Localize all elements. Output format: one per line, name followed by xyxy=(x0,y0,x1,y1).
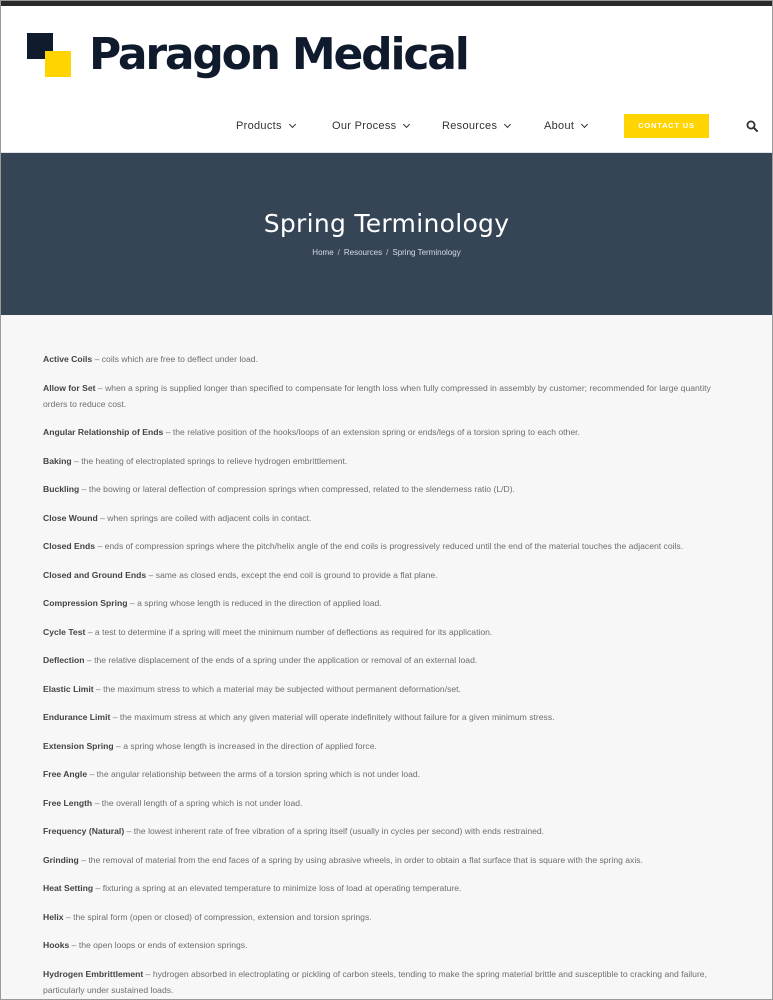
term-name: Deflection xyxy=(43,655,85,665)
term-item xyxy=(43,852,732,868)
term-item xyxy=(43,652,732,668)
logo-wordmark: Paragon Medical xyxy=(89,29,468,80)
term-item xyxy=(43,481,732,497)
breadcrumb-home-link[interactable]: Home xyxy=(312,248,334,257)
term-name: Close Wound xyxy=(43,512,98,523)
term-name: Hydrogen Embrittlement xyxy=(43,968,144,979)
term-name: Helix xyxy=(43,911,64,922)
term-name: Allow for Set xyxy=(43,382,96,393)
term-item xyxy=(43,966,732,998)
term-name: Active Coils xyxy=(43,354,93,364)
contact-us-button[interactable]: CONTACT US xyxy=(624,114,709,138)
nav-item-label: Our Process xyxy=(332,120,397,132)
term-definition: – the maximum stress to which a material may be subjected without permanent deformation/set. xyxy=(93,683,461,694)
term-definition: – the removal of material from the end faces of a spring by using abrasive wheels, in order to obtain a flat surface that is square with the spring axis. xyxy=(78,854,643,865)
nav-item-products[interactable] xyxy=(236,112,295,140)
term-definition: – the spiral form (open or closed) of compression, extension and torsion springs. xyxy=(63,911,372,922)
term-item xyxy=(43,624,732,640)
terms-list xyxy=(1,315,772,998)
term-definition: – the maximum stress at which any given material will operate indefinitely without failure for a given minimum stress. xyxy=(110,712,555,722)
chevron-down-icon xyxy=(289,121,296,128)
term-name: Hooks xyxy=(43,940,70,950)
term-item xyxy=(43,567,732,583)
term-definition: – hydrogen absorbed in electroplating or pickling of carbon steels, tending to make the spring material brittle and susceptible to cracking and failure, particularly under sustained loads. xyxy=(43,968,707,995)
term-item xyxy=(43,709,732,725)
term-definition: – the lowest inherent rate of free vibration of a spring itself (usually in cycles per second) with ends restrained. xyxy=(124,826,545,836)
term-item xyxy=(43,538,732,554)
term-name: Closed and Ground Ends xyxy=(43,569,147,580)
term-name: Cycle Test xyxy=(43,626,86,637)
term-definition: – the angular relationship between the arms of a torsion spring which is not under load. xyxy=(87,769,421,779)
term-item xyxy=(43,453,732,469)
term-definition: – same as closed ends, except the end coil is ground to provide a flat plane. xyxy=(146,569,438,580)
logo-mark-icon xyxy=(27,33,71,77)
nav-item-label: About xyxy=(544,120,575,132)
term-name: Extension Spring xyxy=(43,740,114,751)
breadcrumb-resources-link[interactable]: Resources xyxy=(343,248,383,257)
term-definition: – when a spring is supplied longer than specified to compensate for length loss when fully compressed in assembly by customer; recommended for large quantity orders to reduce cost. xyxy=(43,382,711,409)
term-item xyxy=(43,424,732,440)
term-definition: – the open loops or ends of extension springs. xyxy=(69,940,248,950)
term-definition: – ends of compression springs where the pitch/helix angle of the end coils is progressively reduced until the end of the material touches the adjacent coils. xyxy=(95,541,684,551)
term-name: Free Length xyxy=(43,797,93,808)
term-item xyxy=(43,937,732,953)
term-definition: – the overall length of a spring which is not under load. xyxy=(92,797,303,808)
term-definition: – the bowing or lateral deflection of compression springs when compressed, related to the slenderness ratio (L/D). xyxy=(79,484,515,494)
term-name: Frequency (Natural) xyxy=(43,826,125,836)
site-logo[interactable] xyxy=(27,29,468,80)
nav-item-about[interactable] xyxy=(544,112,587,140)
nav-item-our-process[interactable] xyxy=(332,112,409,140)
term-name: Baking xyxy=(43,455,72,466)
term-definition: – a test to determine if a spring will meet the minimum number of deflections as required for its application. xyxy=(85,626,493,637)
site-header xyxy=(1,6,772,153)
breadcrumb-current: Spring Terminology xyxy=(392,248,461,257)
term-definition: – coils which are free to deflect under load. xyxy=(92,354,258,364)
term-item xyxy=(43,909,732,925)
term-item xyxy=(43,880,732,896)
term-name: Free Angle xyxy=(43,769,88,779)
term-name: Elastic Limit xyxy=(43,683,94,694)
chevron-down-icon xyxy=(504,121,511,128)
term-name: Angular Relationship of Ends xyxy=(43,427,164,437)
term-item xyxy=(43,595,732,611)
term-name: Buckling xyxy=(43,484,80,494)
nav-item-label: Products xyxy=(236,120,282,132)
term-item xyxy=(43,738,732,754)
term-definition: – the relative displacement of the ends of a spring under the application or removal of an external load. xyxy=(84,655,478,665)
term-definition: – the heating of electroplated springs to relieve hydrogen embrittlement. xyxy=(71,455,348,466)
term-definition: – when springs are coiled with adjacent coils in contact. xyxy=(97,512,312,523)
term-item xyxy=(43,823,732,839)
term-name: Grinding xyxy=(43,854,79,865)
term-item xyxy=(43,351,732,367)
term-item xyxy=(43,795,732,811)
nav-item-resources[interactable] xyxy=(442,112,510,140)
term-name: Compression Spring xyxy=(43,598,128,608)
term-name: Heat Setting xyxy=(43,883,94,893)
breadcrumb: Home / Resources / Spring Terminology xyxy=(312,248,461,257)
term-item xyxy=(43,510,732,526)
term-name: Endurance Limit xyxy=(43,712,111,722)
chevron-down-icon xyxy=(403,121,410,128)
chevron-down-icon xyxy=(581,121,588,128)
search-icon[interactable] xyxy=(746,120,758,132)
term-item xyxy=(43,766,732,782)
nav-item-label: Resources xyxy=(442,120,498,132)
page-hero xyxy=(1,153,772,315)
page-title: Spring Terminology xyxy=(263,209,510,238)
term-definition: – fixturing a spring at an elevated temperature to minimize loss of load at operating temperature. xyxy=(93,883,462,893)
term-name: Closed Ends xyxy=(43,541,96,551)
term-item xyxy=(43,380,732,412)
term-definition: – the relative position of the hooks/loops of an extension spring or ends/legs of a torsion spring to each other. xyxy=(163,427,580,437)
term-item xyxy=(43,681,732,697)
term-definition: – a spring whose length is increased in the direction of applied force. xyxy=(113,740,377,751)
term-definition: – a spring whose length is reduced in the direction of applied load. xyxy=(127,598,382,608)
